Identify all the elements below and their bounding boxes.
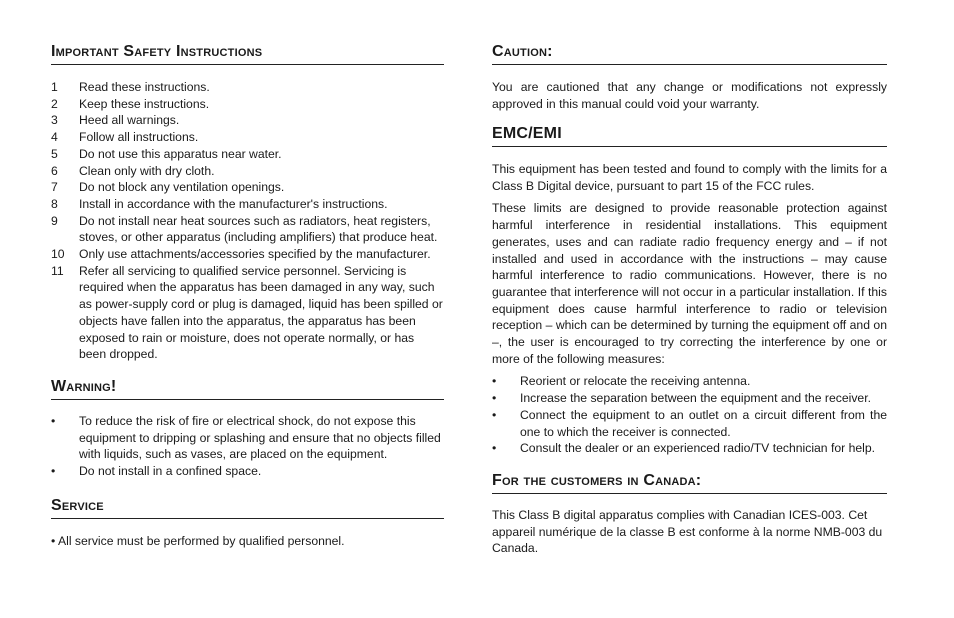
safety-item bbox=[51, 129, 444, 146]
measure-item bbox=[492, 390, 887, 407]
safety-item bbox=[51, 79, 444, 96]
emc-emi-body bbox=[492, 161, 887, 457]
safety-item bbox=[51, 179, 444, 196]
safety-item bbox=[51, 246, 444, 263]
item-number: 2 bbox=[51, 96, 58, 111]
safety-instructions-heading: Important Safety Instructions bbox=[51, 43, 444, 65]
item-number: 4 bbox=[51, 130, 58, 145]
item-number: 10 bbox=[51, 247, 65, 262]
item-number: 3 bbox=[51, 113, 58, 128]
bullet: • bbox=[492, 391, 497, 406]
emc-measures-list bbox=[492, 373, 887, 457]
safety-item bbox=[51, 213, 444, 246]
item-text: Do not install in a confined space. bbox=[79, 464, 262, 479]
caution-text: You are cautioned that any change or modifications not expressly approved in this manual could void your warranty. bbox=[492, 80, 887, 111]
item-text: Follow all instructions. bbox=[79, 130, 199, 145]
item-text: Install in accordance with the manufacturer's instructions. bbox=[79, 196, 388, 211]
emc-paragraph-1: This equipment has been tested and found to comply with the limits for a Class B Digital device, pursuant to part 15 of the FCC rules. bbox=[492, 162, 887, 193]
item-number: 9 bbox=[51, 213, 58, 228]
item-number: 8 bbox=[51, 196, 58, 211]
emc-emi-heading: EMC/EMI bbox=[492, 125, 887, 147]
measure-item bbox=[492, 373, 887, 390]
item-text: Consult the dealer or an experienced radio/TV technician for help. bbox=[520, 441, 876, 456]
item-text: Reorient or relocate the receiving antenna. bbox=[520, 374, 751, 389]
item-number: 6 bbox=[51, 163, 58, 178]
item-text: Clean only with dry cloth. bbox=[79, 163, 215, 178]
canada-text: This Class B digital apparatus complies with Canadian ICES-003. Cet appareil numérique de la classe B est conforme à la norme NMB-003 du Canada. bbox=[492, 508, 883, 556]
item-text: Heed all warnings. bbox=[79, 113, 180, 128]
item-text: Only use attachments/accessories specified by the manufacturer. bbox=[79, 247, 431, 262]
item-number: 5 bbox=[51, 146, 58, 161]
safety-item bbox=[51, 196, 444, 213]
item-text: Read these instructions. bbox=[79, 80, 210, 94]
item-number: 1 bbox=[51, 80, 58, 94]
service-heading: Service bbox=[51, 497, 444, 519]
bullet: • bbox=[51, 414, 56, 428]
safety-item bbox=[51, 112, 444, 129]
safety-item bbox=[51, 96, 444, 113]
measure-item bbox=[492, 440, 887, 457]
warning-list bbox=[51, 413, 444, 480]
emc-paragraph-2: These limits are designed to provide reasonable protection against harmful interference in residential installations. This equipment generates, uses and can radiate radio frequency energy and – if not installed and used in accordance with the instructions – may cause harmful interference to radio communications. However, there is no guarantee that interference will not occur in a particular installation. If this equipment does cause harmful interference to radio or television reception – which can be determined by turning the equipment off and on –, the user is encouraged to try correcting the interference by one or more of the following measures: bbox=[492, 201, 887, 366]
safety-item bbox=[51, 263, 444, 363]
item-number: 11 bbox=[51, 263, 64, 278]
item-text: Connect the equipment to an outlet on a circuit different from the one to which the receiver is connected. bbox=[520, 407, 887, 439]
warning-heading: Warning! bbox=[51, 378, 444, 400]
service-text: • All service must be performed by qualified personnel. bbox=[51, 534, 345, 548]
item-text: Refer all servicing to qualified service personnel. Servicing is required when the apparatus has been damaged in any way, such as power-supply cord or plug is damaged, liquid has been spilled or objects have fallen into the apparatus, the apparatus has been exposed to rain or moisture, does not operate normally, or has been dropped. bbox=[79, 263, 443, 362]
safety-instructions-list bbox=[51, 79, 444, 363]
item-text: Keep these instructions. bbox=[79, 96, 210, 111]
warning-item bbox=[51, 413, 444, 463]
measure-item bbox=[492, 407, 887, 440]
warning-item bbox=[51, 463, 444, 480]
item-number: 7 bbox=[51, 180, 58, 195]
item-text: Increase the separation between the equipment and the receiver. bbox=[520, 391, 871, 406]
canada-heading: For the customers in Canada: bbox=[492, 472, 887, 494]
item-text: Do not install near heat sources such as radiators, heat registers, stoves, or other apparatus (including amplifiers) that produce heat. bbox=[79, 213, 438, 245]
caution-heading: Caution: bbox=[492, 43, 887, 65]
bullet: • bbox=[492, 374, 497, 389]
item-text: To reduce the risk of fire or electrical shock, do not expose this equipment to dripping or splashing and ensure that no objects filled with liquids, such as vases, are placed on the equipment. bbox=[79, 414, 441, 462]
bullet: • bbox=[492, 441, 497, 456]
safety-item bbox=[51, 146, 444, 163]
item-text: Do not use this apparatus near water. bbox=[79, 146, 282, 161]
bullet: • bbox=[51, 464, 56, 479]
item-text: Do not block any ventilation openings. bbox=[79, 180, 285, 195]
safety-item bbox=[51, 163, 444, 180]
bullet: • bbox=[492, 407, 497, 422]
